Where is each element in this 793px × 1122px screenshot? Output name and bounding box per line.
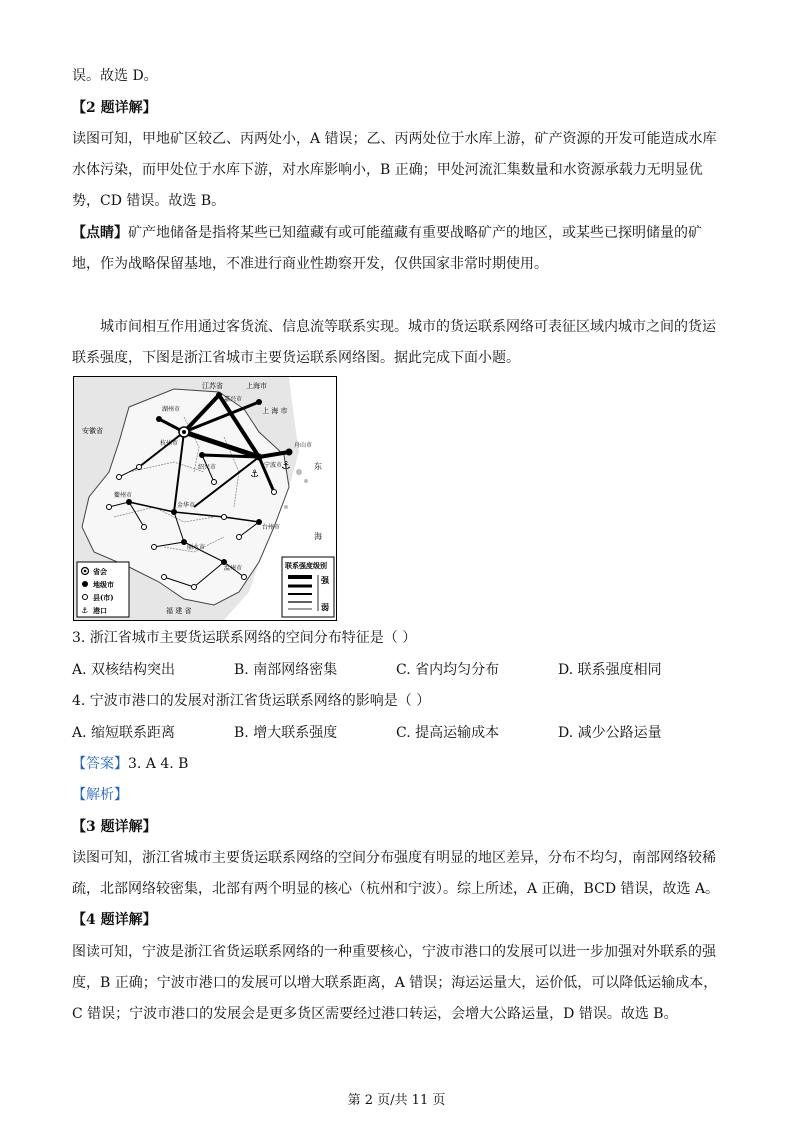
text-line: 地，作为战略保留基地，不准进行商业性勘察开发，仅供国家非常时期使用。 (72, 256, 548, 272)
question-3-stem: 3. 浙江省城市主要货运联系网络的空间分布特征是（ ） (72, 630, 417, 646)
region-label: 上海市 (246, 382, 267, 390)
sea-label: 东 (314, 462, 322, 471)
text-line: 读图可知，甲地矿区较乙、丙两处小，A 错误；乙、丙两处位于水库上游，矿产资源的开发可能造成水库 (72, 131, 717, 147)
intro-line: 城市间相互作用通过客货流、信息流等联系实现。城市的货运联系网络可表征区域内城市之间的货运 (100, 319, 716, 335)
q3-option-a: A. 双核结构突出 (72, 662, 176, 678)
q4-detail-heading: 【4 题详解】 (72, 912, 157, 928)
legend-strong: 强 (321, 575, 329, 585)
question-4-stem: 4. 宁波市港口的发展对浙江省货运联系网络的影响是（ ） (72, 693, 431, 709)
city-label: 杭州市 (160, 440, 179, 447)
city-label: 嘉兴市 (224, 396, 243, 403)
legend-label: 地级市 (93, 580, 114, 589)
answer-line (72, 754, 188, 774)
text-line: 误。故选 D。 (72, 68, 158, 84)
text-line (72, 223, 702, 243)
dianjing-label: 【点睛】 (72, 225, 128, 241)
city-label: 丽水市 (187, 544, 206, 551)
answer-label: 【答案】 (72, 756, 128, 772)
q3-detail-heading: 【3 题详解】 (72, 819, 157, 835)
city-label: 湖州市 (162, 406, 181, 413)
legend-label: 港口 (93, 606, 107, 615)
region-label: 上 海 市 (262, 407, 288, 415)
answer-text: 3. A 4. B (128, 756, 189, 772)
text-line: C 错误；宁波市港口的发展会是更多货区需要经过港口转运，会增大公路运量，D 错误。故选 B。 (72, 1006, 678, 1022)
freight-network-map (73, 376, 337, 621)
q4-option-a: A. 缩短联系距离 (72, 725, 176, 741)
intro-line: 联系强度，下图是浙江省城市主要货运联系网络图。据此完成下面小题。 (72, 350, 520, 366)
map-svg (74, 377, 336, 620)
page-footer: 第 2 页/共 11 页 (347, 1093, 446, 1108)
city-label: 舟山市 (294, 442, 313, 449)
region-label: 福 建 省 (166, 607, 192, 615)
q3-option-c: C. 省内均匀分布 (396, 662, 500, 678)
q3-option-d: D. 联系强度相同 (558, 662, 662, 678)
section-heading: 【2 题详解】 (72, 100, 157, 116)
q4-option-b: B. 增大联系强度 (234, 725, 338, 741)
port-icon: ⚓ (281, 459, 291, 472)
region-label: 安徽省 (82, 427, 103, 435)
q4-option-d: D. 减少公路运量 (558, 725, 662, 741)
city-label: 绍兴市 (198, 464, 217, 471)
legend-label: 县(市) (93, 593, 114, 602)
q3-option-b: B. 南部网络密集 (234, 662, 338, 678)
text-line: 度，B 正确；宁波市港口的发展可以增大联系距离，A 错误；海运运量大，运价低，可以降低运输成本， (72, 975, 718, 991)
text-line: 图读可知，宁波是浙江省货运联系网络的一种重要核心，宁波市港口的发展可以进一步加强对外联系的强 (72, 944, 716, 960)
city-label: 温州市 (224, 565, 243, 572)
text-line: 水体污染，而甲处位于水库下游，对水库影响小，B 正确；甲处河流汇集数量和水资源承载力无明显优 (72, 162, 703, 178)
city-label: 台州市 (262, 524, 281, 531)
city-label: 衢州市 (114, 492, 133, 499)
port-icon: ⚓ (250, 469, 259, 480)
city-label: 金华市 (177, 502, 196, 509)
dianjing-text: 矿产地储备是指将某些已知蕴藏有或可能蕴藏有重要战略矿产的地区，或某些已探明储量的矿 (128, 225, 702, 241)
port-icon: ⚓ (81, 606, 89, 615)
q4-option-c: C. 提高运输成本 (396, 725, 500, 741)
jiexi-label: 【解析】 (72, 787, 128, 803)
legend-label: 省会 (93, 567, 107, 576)
text-line: 疏，北部网络较密集，北部有两个明显的核心（杭州和宁波）。综上所述，A 正确，BCD 错误，故选 A。 (72, 881, 720, 897)
text-line: 读图可知，浙江省城市主要货运联系网络的空间分布强度有明显的地区差异，分布不均匀，南部网络较稀 (72, 850, 716, 866)
region-label: 江苏省 (202, 382, 223, 390)
legend-weak: 弱 (321, 602, 329, 612)
city-label: 宁波市 (264, 462, 283, 469)
sea-label: 海 (314, 532, 322, 541)
legend-title: 联系强度级别 (285, 561, 327, 570)
text-line: 势，CD 错误。故选 B。 (72, 193, 226, 209)
